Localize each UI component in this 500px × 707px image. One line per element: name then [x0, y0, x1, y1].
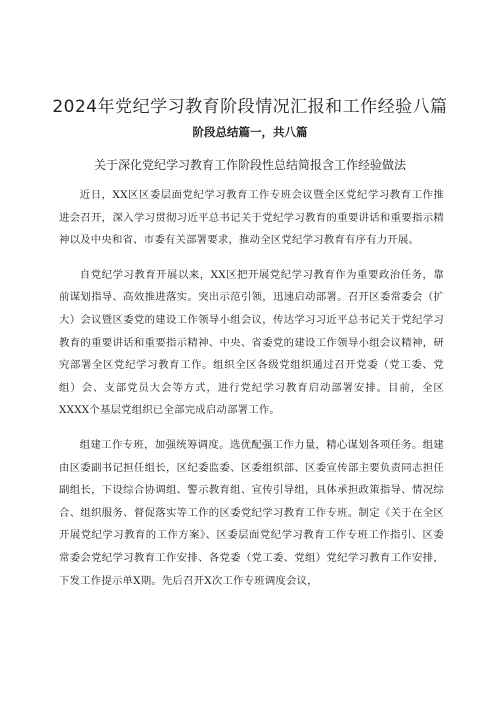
- document-body: [59, 184, 444, 604]
- paragraph-3: 组建工作专班，加强统筹调度。选优配强工作力量，精心谋划各项任务。组建由区委副书记担任组长，区纪委监委、区委组织部、区委宣传部主要负责同志担任副组长，下设综合协调组、警示教育组、宣传引导组，具体承担政策指导、情况综合、组织服务、督促落实等工作的区委党纪学习教育工作专班。制定《关于在全区开展党纪学习教育的工作方案》、区委层面党纪学习教育工作专班工作指引、区委常委会党纪学习教育工作安排、各党委（党工委、党组）党纪学习教育工作安排，下发工作提示单X期。先后召开X次工作专班调度会议，: [59, 438, 444, 587]
- section-heading: 阶段总结篇一，共八篇: [192, 125, 308, 139]
- document-title: 2024年党纪学习教育阶段情况汇报和工作经验八篇: [52, 97, 448, 117]
- article-title: 关于深化党纪学习教育工作阶段性总结简报含工作经验做法: [93, 158, 406, 172]
- paragraph-1: 近日，XX区区委层面党纪学习教育工作专班会议暨全区党纪学习教育工作推进会召开，深入学习贯彻习近平总书记关于党纪学习教育的重要讲话和重要指示精神以及中央和省、市委有关部署要求，推动全区党纪学习教育有序有力开展。: [59, 189, 444, 247]
- paragraph-2: 自党纪学习教育开展以来，XX区把开展党纪学习教育作为重要政治任务，靠前谋划指导、高效推进落实。突出示范引领，迅速启动部署。召开区委常委会（扩大）会议暨区委党的建设工作领导小组会议，传达学习习近平总书记关于党纪学习教育的重要讲话和重要指示精神、中央、省委党的建设工作领导小组会议精神，研究部署全区党纪学习教育工作。组织全区各级党组织通过召开党委（党工委、党组）会、支部党员大会等方式，进行党纪学习教育启动部署安排。目前，全区XXXX个基层党组织已全部完成启动部署工作。: [59, 268, 444, 417]
